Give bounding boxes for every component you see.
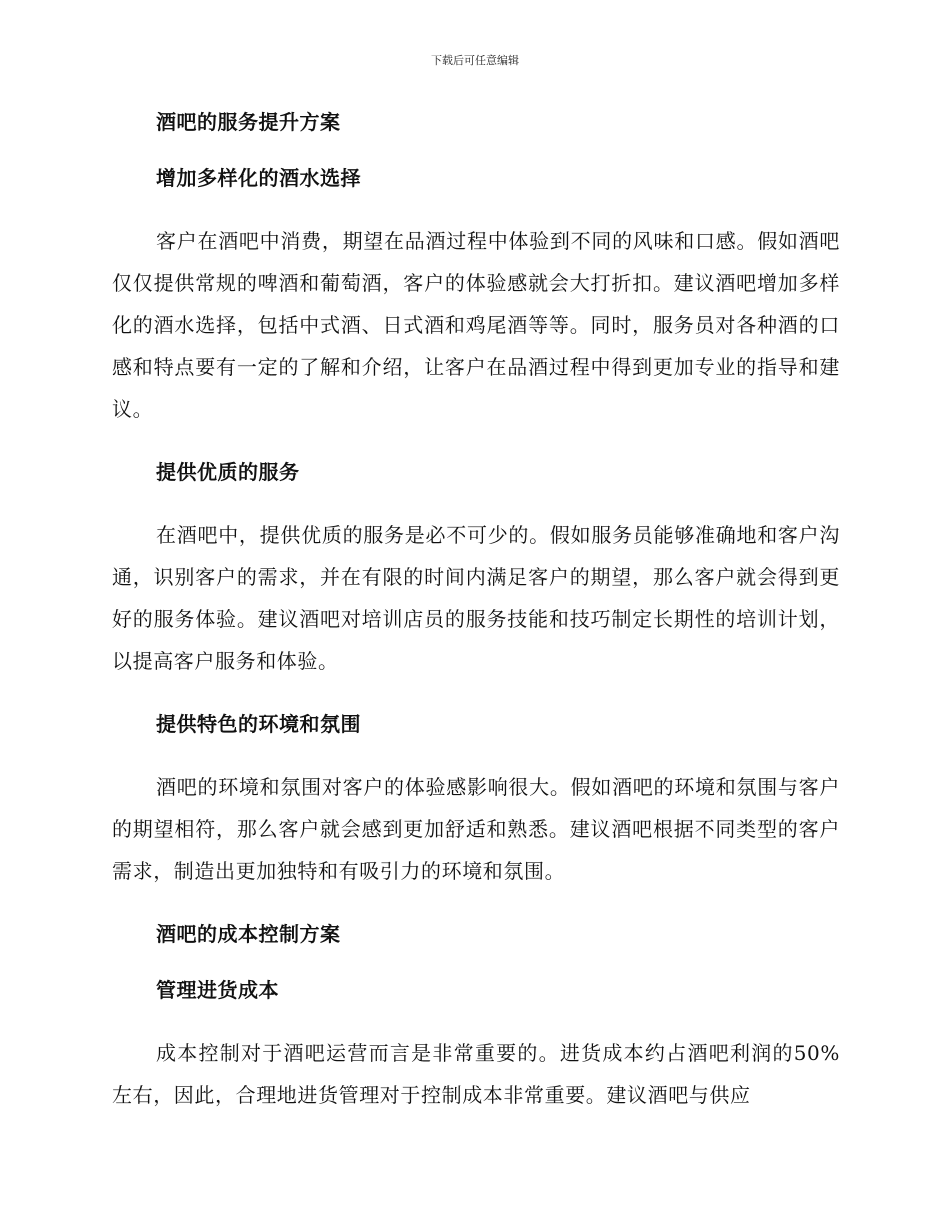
subsection-heading: 提供特色的环境和氛围 [156,712,361,736]
paragraph: 客户在酒吧中消费，期望在品酒过程中体验到不同的风味和口感。假如酒吧仅仅提供常规的啤酒和葡萄酒，客户的体验感就会大打折扣。建议酒吧增加多样化的酒水选择，包括中式酒、日式酒和鸡尾酒等等。同时，服务员对各种酒的口感和特点要有一定的了解和介绍，让客户在品酒过程中得到更加专业的指导和建议。 [112,229,840,421]
section-heading: 酒吧的成本控制方案 [156,922,341,946]
subsection-heading: 提供优质的服务 [156,460,300,484]
paragraph: 在酒吧中，提供优质的服务是必不可少的。假如服务员能够准确地和客户沟通，识别客户的需求，并在有限的时间内满足客户的期望，那么客户就会得到更好的服务体验。建议酒吧对培训店员的服务技能和技巧制定长期性的培训计划，以提高客户服务和体验。 [112,523,840,673]
document-body [112,108,840,1144]
paragraph: 成本控制对于酒吧运营而言是非常重要的。进货成本约占酒吧利润的50%左右，因此，合理地进货管理对于控制成本非常重要。建议酒吧与供应 [112,1041,840,1107]
subsection-heading: 管理进货成本 [156,978,279,1002]
paragraph: 酒吧的环境和氛围对客户的体验感影响很大。假如酒吧的环境和氛围与客户的期望相符，那么客户就会感到更加舒适和熟悉。建议酒吧根据不同类型的客户需求，制造出更加独特和有吸引力的环境和氛围。 [112,775,840,883]
section-heading: 酒吧的服务提升方案 [156,110,341,134]
page-header: 下载后可任意编辑 [431,54,519,67]
subsection-heading: 增加多样化的酒水选择 [156,166,361,190]
